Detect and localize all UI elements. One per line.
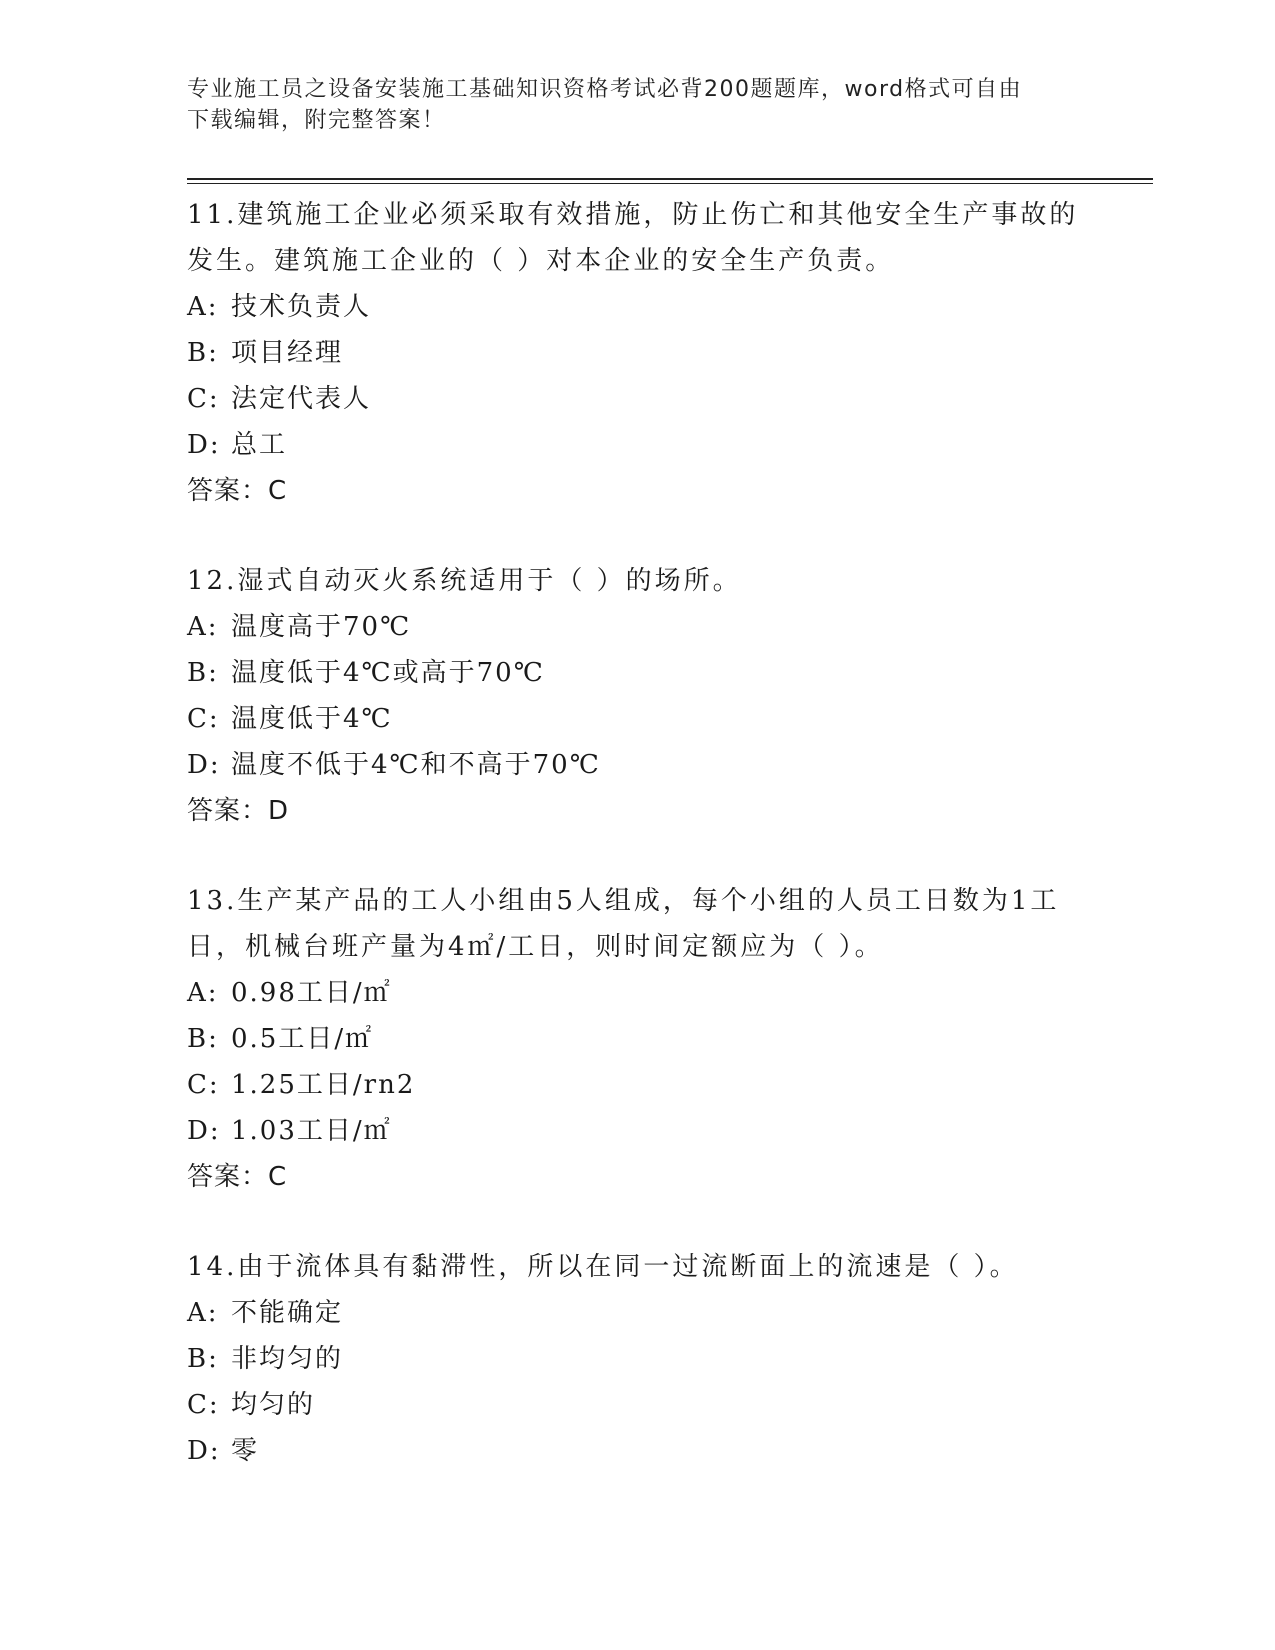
option-letter: D: (187, 750, 221, 780)
option-b (187, 1016, 1087, 1062)
option-text: 0.5工日/㎡ (231, 1024, 374, 1054)
header-line-1: 专业施工员之设备安装施工基础知识资格考试必背200题题库，word格式可自由 (187, 77, 1023, 102)
option-text: 项目经理 (231, 338, 344, 368)
option-letter: C: (187, 1070, 220, 1100)
option-letter: C: (187, 704, 220, 734)
option-a (187, 284, 1087, 330)
option-letter: A: (187, 292, 219, 322)
question-text: 14.由于流体具有黏滞性，所以在同一过流断面上的流速是（ ）。 (187, 1252, 1019, 1282)
option-letter: A: (187, 612, 219, 642)
question-14 (187, 1244, 1087, 1474)
option-letter: C: (187, 1390, 220, 1420)
option-text: 总工 (231, 430, 288, 460)
option-letter: D: (187, 1436, 221, 1466)
option-text: 非均匀的 (231, 1344, 344, 1374)
option-text: 零 (231, 1436, 260, 1466)
option-text: 法定代表人 (231, 384, 372, 414)
option-letter: D: (187, 1116, 221, 1146)
option-letter: A: (187, 978, 219, 1008)
option-d (187, 422, 1087, 468)
option-letter: D: (187, 430, 221, 460)
question-text: 12.湿式自动灭火系统适用于（ ）的场所。 (187, 566, 742, 596)
option-c (187, 1062, 1087, 1108)
question-12 (187, 558, 1087, 834)
option-text: 温度低于4℃ (231, 704, 393, 734)
option-letter: B: (187, 658, 219, 688)
option-a (187, 604, 1087, 650)
option-b (187, 330, 1087, 376)
option-text: 温度高于70℃ (231, 612, 412, 642)
answer-key: 答案：C (187, 476, 288, 506)
question-text: 11.建筑施工企业必须采取有效措施，防止伤亡和其他安全生产事故的发生。建筑施工企业的（ ）对本企业的安全生产负责。 (187, 200, 1079, 276)
option-d (187, 742, 1087, 788)
option-letter: A: (187, 1298, 219, 1328)
option-text: 0.98工日/㎡ (231, 978, 392, 1008)
option-text: 均匀的 (231, 1390, 316, 1420)
option-text: 技术负责人 (231, 292, 372, 322)
option-letter: B: (187, 1344, 219, 1374)
option-text: 1.25工日/rn2 (231, 1070, 416, 1100)
header-line-2: 下载编辑，附完整答案！ (187, 108, 446, 133)
option-c (187, 376, 1087, 422)
question-11 (187, 192, 1087, 514)
option-b (187, 1336, 1087, 1382)
question-list (187, 192, 1087, 1518)
answer-key: 答案：C (187, 1162, 288, 1192)
question-13 (187, 878, 1087, 1200)
option-d (187, 1428, 1087, 1474)
option-letter: B: (187, 338, 219, 368)
option-text: 1.03工日/㎡ (231, 1116, 392, 1146)
question-text: 13.生产某产品的工人小组由5人组成，每个小组的人员工日数为1工日，机械台班产量为4㎡/工日，则时间定额应为（ ）。 (187, 886, 1060, 962)
header-divider-thick (187, 178, 1153, 180)
option-a (187, 1290, 1087, 1336)
option-c (187, 1382, 1087, 1428)
answer-key: 答案：D (187, 796, 290, 826)
option-text: 不能确定 (231, 1298, 344, 1328)
option-letter: C: (187, 384, 220, 414)
option-text: 温度低于4℃或高于70℃ (231, 658, 545, 688)
option-letter: B: (187, 1024, 219, 1054)
option-text: 温度不低于4℃和不高于70℃ (231, 750, 601, 780)
option-a (187, 970, 1087, 1016)
document-header (187, 74, 1077, 136)
option-b (187, 650, 1087, 696)
option-d (187, 1108, 1087, 1154)
header-divider-thin (187, 183, 1153, 184)
option-c (187, 696, 1087, 742)
